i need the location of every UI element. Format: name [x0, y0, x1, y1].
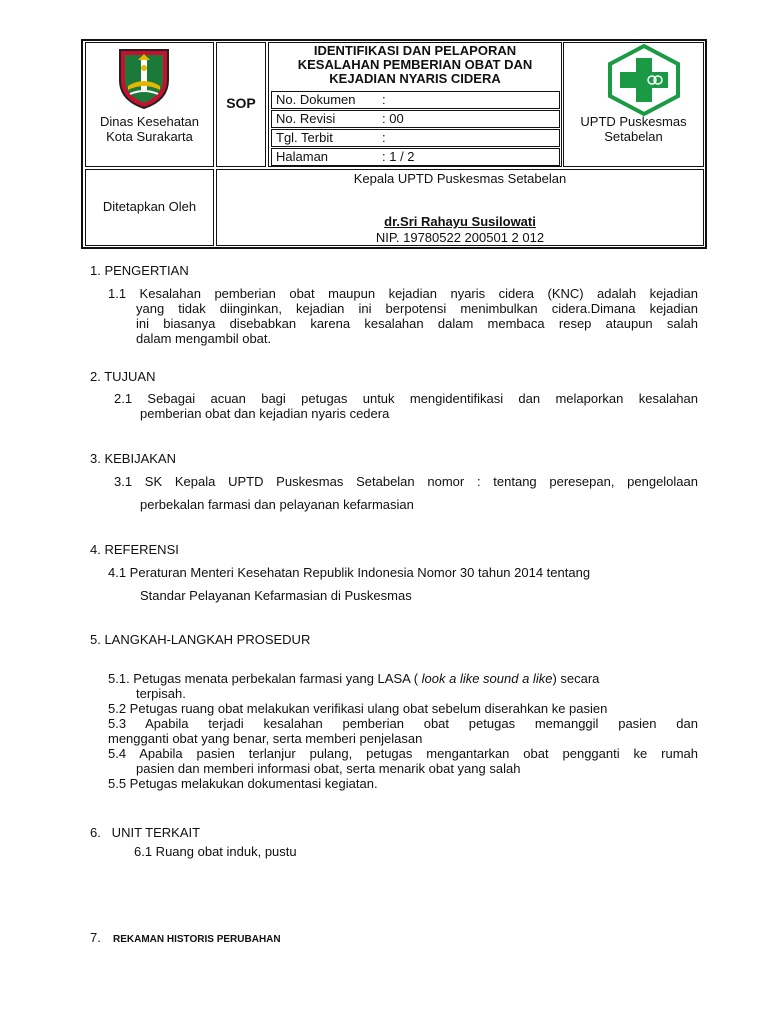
field-label: Tgl. Terbit	[276, 130, 333, 145]
field-value: :	[382, 92, 386, 107]
document-title-line-1: IDENTIFIKASI DAN PELAPORAN	[313, 43, 517, 58]
prosedur-item-1-italic: look a like sound a like	[421, 671, 553, 686]
prosedur-item-4: 5.4 Apabila pasien terlanjur pulang, petugas mengantarkan obat pengganti ke rumah	[108, 746, 698, 761]
section-unit-terkait-title: 6. UNIT TERKAIT	[90, 825, 201, 840]
section-rekaman-title: REKAMAN HISTORIS PERUBAHAN	[113, 934, 281, 945]
tujuan-line-2: pemberian obat dan kejadian nyaris cedera	[140, 406, 390, 421]
section-tujuan-title: 2. TUJUAN	[90, 369, 156, 384]
prosedur-item-2: 5.2 Petugas ruang obat melakukan verifikasi ulang obat sebelum diserahkan ke pasien	[108, 701, 608, 716]
prosedur-item-1-cont: terpisah.	[136, 686, 186, 701]
field-row-dokumen	[271, 91, 560, 109]
document-title-line-2: KESALAHAN PEMBERIAN OBAT DAN	[297, 57, 533, 72]
field-row-revisi	[271, 110, 560, 128]
ditetapkan-label: Ditetapkan Oleh	[102, 199, 197, 214]
unit-terkait-line-1: 6.1 Ruang obat induk, pustu	[134, 844, 297, 859]
section-prosedur-title: 5. LANGKAH-LANGKAH PROSEDUR	[90, 632, 311, 647]
left-org-line-1: Dinas Kesehatan	[99, 114, 199, 129]
prosedur-item-1	[108, 671, 698, 686]
field-row-halaman	[271, 148, 560, 166]
kota-surakarta-emblem-icon	[112, 46, 176, 110]
section-pengertian-title: 1. PENGERTIAN	[90, 263, 189, 278]
field-value: : 1 / 2	[382, 149, 415, 164]
pengertian-line-1: 1.1 Kesalahan pemberian obat maupun kejadian nyaris cidera (KNC) adalah kejadian	[108, 286, 698, 301]
prosedur-item-3: 5.3 Apabila terjadi kesalahan pemberian obat petugas memanggil pasien dan	[108, 716, 698, 731]
approver-name: dr.Sri Rahayu Susilowati	[384, 214, 536, 229]
approver-title: Kepala UPTD Puskesmas Setabelan	[353, 171, 567, 186]
field-label: Halaman	[276, 149, 329, 164]
referensi-line-1: 4.1 Peraturan Menteri Kesehatan Republik Indonesia Nomor 30 tahun 2014 tentang	[108, 565, 591, 580]
pengertian-line-2: yang tidak diinginkan, kejadian ini berpotensi menimbulkan cidera.Dimana kejadian	[136, 301, 698, 316]
document-title-line-3: KEJADIAN NYARIS CIDERA	[329, 71, 501, 86]
puskesmas-logo-icon	[604, 44, 684, 116]
field-label: No. Revisi	[276, 111, 336, 126]
left-org-line-2: Kota Surakarta	[106, 129, 193, 144]
prosedur-item-4-cont: pasien dan memberi informasi obat, serta menarik obat yang salah	[136, 761, 521, 776]
referensi-line-2: Standar Pelayanan Kefarmasian di Puskesmas	[140, 588, 412, 603]
field-label: No. Dokumen	[276, 92, 356, 107]
kebijakan-line-1: 3.1 SK Kepala UPTD Puskesmas Setabelan nomor : tentang peresepan, pengelolaan	[114, 474, 698, 489]
field-value: : 00	[382, 111, 404, 126]
sop-label: SOP	[226, 95, 256, 111]
prosedur-item-1-text: 5.1. Petugas menata perbekalan farmasi yang LASA (	[108, 671, 422, 686]
section-referensi-title: 4. REFERENSI	[90, 542, 179, 557]
section-rekaman-number: 7.	[90, 930, 101, 945]
section-kebijakan-title: 3. KEBIJAKAN	[90, 451, 176, 466]
right-org-line-2: Setabelan	[604, 129, 663, 144]
field-value: :	[382, 130, 386, 145]
prosedur-item-3-cont: mengganti obat yang benar, serta memberi penjelasan	[108, 731, 423, 746]
right-org-line-1: UPTD Puskesmas	[580, 114, 687, 129]
prosedur-item-1-end: ) secara	[552, 671, 600, 686]
pengertian-line-4: dalam mengambil obat.	[136, 331, 272, 346]
prosedur-item-5: 5.5 Petugas melakukan dokumentasi kegiatan.	[108, 776, 378, 791]
approver-nip: NIP. 19780522 200501 2 012	[375, 230, 545, 245]
kebijakan-line-2: perbekalan farmasi dan pelayanan kefarmasian	[140, 497, 414, 512]
pengertian-line-3: ini biasanya disebabkan karena kesalahan dalam membaca resep ataupun salah	[136, 316, 698, 331]
tujuan-line-1: 2.1 Sebagai acuan bagi petugas untuk mengidentifikasi dan melaporkan kesalahan	[114, 391, 698, 406]
field-row-terbit	[271, 129, 560, 147]
